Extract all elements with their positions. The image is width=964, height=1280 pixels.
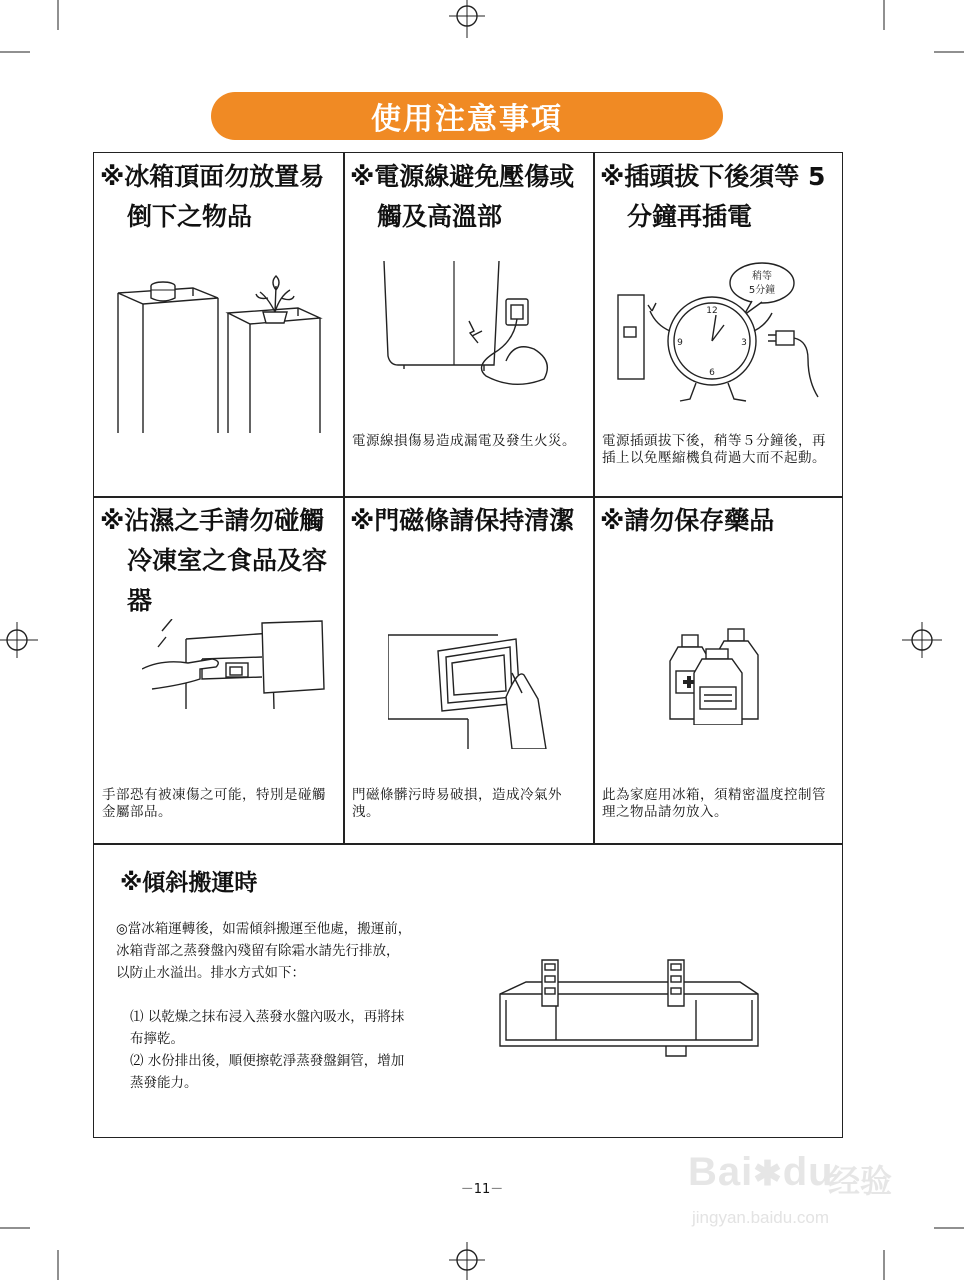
cell-no-medicine (594, 497, 842, 843)
svg-text:9: 9 (677, 338, 683, 348)
cell-heading: ※門磁條請保持清潔 (350, 506, 575, 535)
door-gasket-illustration (388, 629, 558, 749)
cell-heading: ※電源線避免壓傷或 觸及高溫部 (350, 162, 575, 231)
page-number: －11－ (460, 1182, 504, 1197)
fridge-top-illustration (108, 268, 333, 433)
cell-description: 門磁條髒污時易破損，造成冷氣外洩。 (352, 787, 562, 820)
page-title: 使用注意事項 (371, 102, 563, 137)
baidu-watermark (688, 1150, 908, 1240)
svg-text:5分鐘: 5分鐘 (748, 285, 776, 296)
watermark-cn: 经验 (828, 1162, 893, 1200)
cell-top-heavy-items (94, 153, 343, 496)
page-title-banner (211, 92, 723, 140)
watermark-brand-2: du (782, 1150, 834, 1194)
svg-text:6: 6 (709, 368, 715, 378)
cell-heading: ※冰箱頂面勿放置易 倒下之物品 (100, 162, 325, 231)
cell-wet-hands (94, 497, 343, 843)
cell-description: 手部恐有被凍傷之可能，特別是碰觸金屬部品。 (102, 787, 326, 820)
medicine-bottles-illustration (668, 625, 768, 725)
cell-heading: ※請勿保存藥品 (600, 506, 775, 535)
cell-description: 電源插頭拔下後，稍等５分鐘後，再插上以免壓縮機負荷過大而不起動。 (602, 433, 826, 466)
svg-text:稍等: 稍等 (752, 271, 772, 282)
svg-text:12: 12 (706, 306, 718, 316)
svg-text:3: 3 (741, 338, 747, 348)
cell-heading: ※插頭拔下後須等 5 分鐘再插電 (600, 162, 826, 231)
tilt-step-1: ⑴ 以乾燥之抹布浸入蒸發水盤內吸水，再將抹布擰乾。 (130, 1009, 405, 1047)
watermark-brand: Bai (688, 1150, 754, 1194)
power-cord-illustration (374, 261, 564, 391)
wet-hands-illustration (142, 619, 332, 719)
watermark-paw-icon: ✱ (753, 1155, 783, 1193)
tilt-intro: ◎當冰箱運轉後，如需傾斜搬運至他處，搬運前，冰箱背部之蒸發盤內殘留有除霜水請先行排放，以防止水溢出。排水方式如下： (116, 921, 412, 981)
clock-illustration (612, 261, 832, 411)
cell-power-cord (344, 153, 593, 496)
evaporation-tray-illustration (496, 956, 766, 1066)
cell-description: 此為家庭用冰箱，須精密溫度控制管理之物品請勿放入。 (602, 787, 826, 820)
cell-plug-wait (594, 153, 842, 496)
tilt-transport-section (94, 844, 842, 1137)
tilt-step-2: ⑵ 水份排出後，順便擦乾淨蒸發盤銅管，增加蒸發能力。 (130, 1053, 405, 1091)
cell-heading: ※沾濕之手請勿碰觸 冷凍室之食品及容器 (100, 506, 328, 615)
watermark-url: jingyan.baidu.com (692, 1208, 830, 1227)
precautions-grid (93, 152, 843, 1138)
section-title: ※傾斜搬運時 (120, 870, 258, 896)
cell-description: 電源線損傷易造成漏電及發生火災。 (352, 433, 576, 449)
cell-door-gasket (344, 497, 593, 843)
